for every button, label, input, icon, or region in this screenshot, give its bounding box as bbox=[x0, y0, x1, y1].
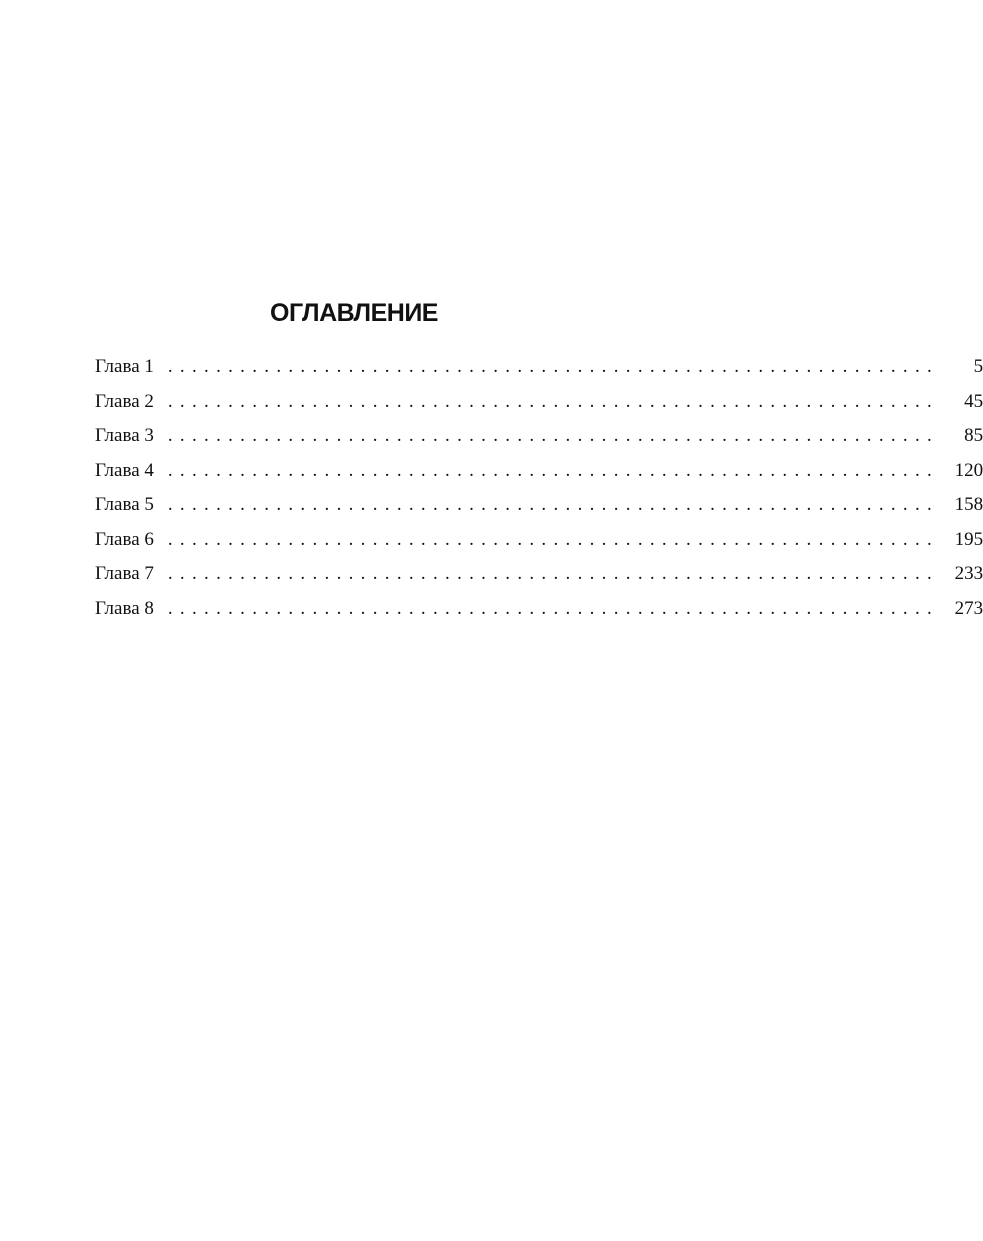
toc-entry-page: 158 bbox=[954, 494, 983, 515]
toc-entry-page: 45 bbox=[964, 390, 983, 412]
toc-entry-page: 85 bbox=[964, 425, 983, 446]
page-title: ОГЛАВЛЕНИЕ bbox=[270, 299, 438, 327]
toc-entry-label: Глава 2 bbox=[95, 390, 154, 412]
dot-leader: ................................................................ bbox=[167, 494, 940, 515]
toc-entry-page: 120 bbox=[954, 459, 983, 481]
dot-leader: ................................................................ bbox=[167, 390, 940, 412]
dot-leader: ................................................................ bbox=[167, 597, 940, 619]
toc-entry[interactable] bbox=[95, 454, 983, 489]
toc-entry[interactable] bbox=[95, 592, 983, 627]
toc-entry[interactable] bbox=[95, 488, 983, 523]
toc-entry-page: 273 bbox=[954, 597, 983, 619]
toc-entry-label: Глава 4 bbox=[95, 459, 154, 481]
toc-entry[interactable] bbox=[95, 350, 983, 385]
toc-entry-label: Глава 8 bbox=[95, 597, 154, 619]
dot-leader: ................................................................ bbox=[167, 528, 940, 550]
toc-entry-page: 233 bbox=[954, 563, 983, 584]
toc-entry-page: 195 bbox=[954, 528, 983, 550]
dot-leader: ................................................................ bbox=[167, 356, 940, 377]
toc-entry-label: Глава 1 bbox=[95, 356, 154, 377]
dot-leader: ................................................................ bbox=[167, 425, 940, 446]
dot-leader: ................................................................ bbox=[167, 563, 940, 584]
toc-entry-label: Глава 5 bbox=[95, 494, 154, 515]
toc-entry[interactable] bbox=[95, 385, 983, 420]
table-of-contents bbox=[95, 350, 983, 626]
toc-entry-page: 5 bbox=[973, 356, 983, 377]
dot-leader: ................................................................ bbox=[167, 459, 940, 481]
toc-entry-label: Глава 3 bbox=[95, 425, 154, 446]
toc-entry[interactable] bbox=[95, 523, 983, 558]
toc-entry[interactable] bbox=[95, 419, 983, 454]
toc-entry[interactable] bbox=[95, 557, 983, 592]
toc-entry-label: Глава 7 bbox=[95, 563, 154, 584]
toc-entry-label: Глава 6 bbox=[95, 528, 154, 550]
